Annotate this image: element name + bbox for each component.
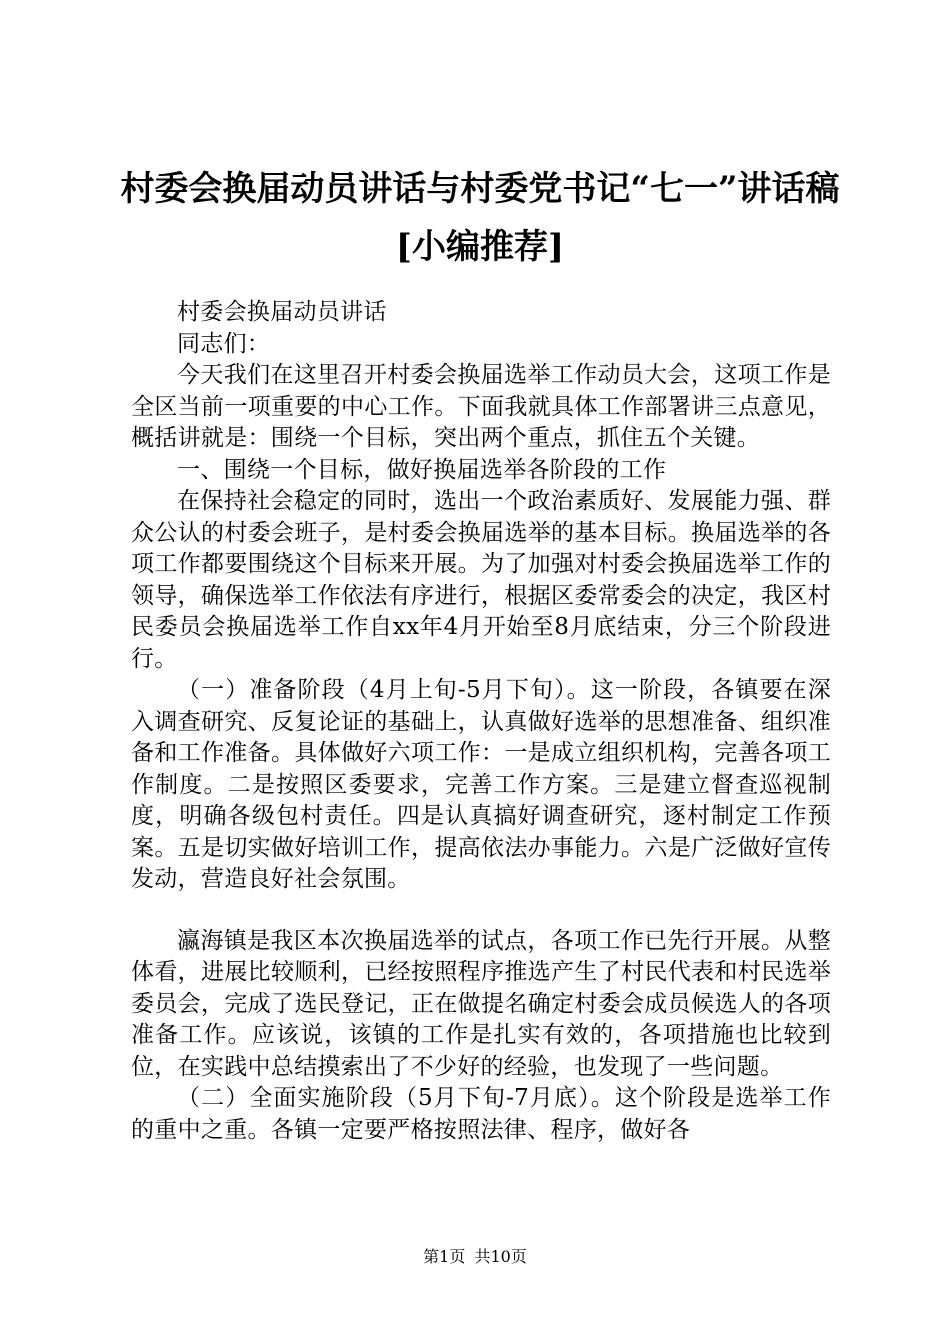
paragraph: 今天我们在这里召开村委会换届选举工作动员大会，这项工作是全区当前一项重要的中心工作。下面我就具体工作部署讲三点意见，概括讲就是：围绕一个目标，突出两个重点，抓住五个关键。: [131, 362, 831, 451]
paragraph: （一）准备阶段（4月上旬-5月下旬）。这一阶段，各镇要在深入调查研究、反复论证的基础上，认真做好选举的思想准备、组织准备和工作准备。具体做好六项工作：一是成立组织机构，完善各项工作制度。二是按照区委要求，完善工作方案。三是建立督查巡视制度，明确各级包村责任。四是认真搞好调查研究，逐村制定工作预案。五是切实做好培训工作，提高依法办事能力。六是广泛做好宣传发动，营造良好社会氛围。: [131, 677, 831, 892]
paragraph: 村委会换届动员讲话: [177, 299, 387, 325]
page-number: 第1页: [423, 1247, 466, 1266]
page-total: 共10页: [474, 1247, 527, 1266]
document-title: 村委会换届动员讲话与村委党书记“七一”讲话稿[小编推荐]: [120, 169, 840, 267]
section-heading: 一、围绕一个目标，做好换届选举各阶段的工作: [177, 456, 667, 483]
paragraph: 同志们：: [177, 330, 271, 357]
page-footer: [0, 1244, 950, 1267]
document-body: [131, 297, 831, 1146]
paragraph: 在保持社会稳定的同时，选出一个政治素质好、发展能力强、群众公认的村委会班子，是村委会换届选举的基本目标。换届选举的各项工作都要围绕这个目标来开展。为了加强对村委会换届选举工作的领导，确保选举工作依法有序进行，根据区委常委会的决定，我区村民委员会换届选举工作自xx年4月开始至8月底结束，分三个阶段进行。: [131, 488, 831, 672]
paragraph: （二）全面实施阶段（5月下旬-7月底）。这个阶段是选举工作的重中之重。各镇一定要严格按照法律、程序，做好各: [131, 1085, 831, 1143]
paragraph: 瀛海镇是我区本次换届选举的试点，各项工作已先行开展。从整体看，进展比较顺利，已经按照程序推选产生了村民代表和村民选举委员会，完成了选民登记，正在做提名确定村委会成员候选人的各项准备工作。应该说，该镇的工作是扎实有效的，各项措施也比较到位，在实践中总结摸索出了不少好的经验，也发现了一些问题。: [131, 927, 831, 1080]
